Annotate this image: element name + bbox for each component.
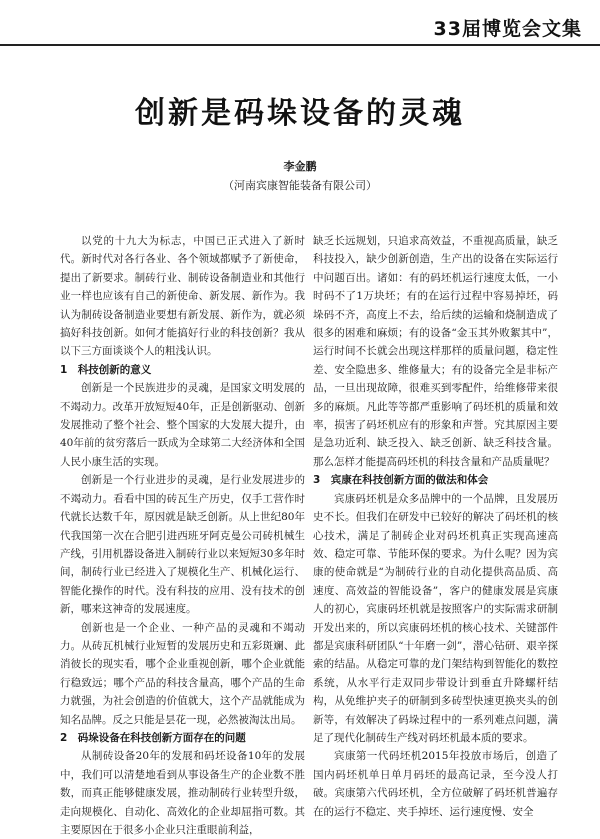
- paragraph: 宾康第一代码坯机2015年投放市场后，创造了国内码坯机单日单月码坯的最高记录，至今没人打破。宾康第六代码坯机，全方位破解了码坯机普遍存在的运行不稳定、夹手掉坯、运行速度慢、安全: [313, 750, 558, 818]
- article-title: 创新是码垛设备的灵魂: [135, 96, 465, 131]
- paragraph: 创新是一个行业进步的灵魂，是行业发展进步的不竭动力。看看中国的砖瓦生产历史，仅手工营作时代就长达数千年，原因就是缺乏创新。从上世纪80年代我国第一次在合肥引进西班牙阿克曼公司砖机械生产线，引用机器设备进入制砖行业以来短短30多年时间，制砖行业已经进入了规模化生产、机械化运行、智能化操作的时代。没有科技的应用、没有技术的创新，哪来这神奇的发展速度。: [60, 474, 305, 616]
- author-affiliation: （河南宾康智能装备有限公司）: [223, 179, 377, 192]
- running-header: [0, 0, 600, 50]
- section-heading-2: 2 码垛设备在科技创新方面存在的问题: [60, 731, 246, 744]
- header-divider: [0, 44, 600, 46]
- paragraph-intro: 以党的十九大为标志，中国已正式进入了新时代。新时代对各行各业、各个领域都赋予了新使命，提出了新要求。制砖行业、制砖设备制造业和其他行业一样也应该有自己的新使命、新发展、新作为。我认为制砖设备制造业要想有新发展、新作为，就必须搞好科技创新。如何才能搞好行业的科技创新？我从以下三方面谈谈个人的粗浅认识。: [60, 235, 305, 358]
- left-column: [60, 232, 305, 839]
- paragraph: 宾康码坯机是众多品牌中的一个品牌，且发展历史不长。但我们在研发中已较好的解决了码坯机的核心技术，满足了制砖企业对码坯机真正实现高速高效、稳定可靠、节能环保的要求。为什么呢？因为宾康的使命就是“为制砖行业的自动化提供高品质、高速度、高效益的智能设备”，客户的健康发展是宾康人的初心，宾康码坯机就是按照客户的实际需求研制开发出来的，所以宾康码坯机的核心技术、关键部件都是宾康科研团队“十年磨一剑”，潜心钻研、艰辛探索的结晶。从稳定可靠的龙门架结构到智能化的数控系统，从水平行走双同步带设计到垂直升降螺杆结构，从免维护夹子的研制到多砖型快速更换夹头的创新等，有效解决了码垛过程中的一系列难点问题，满足了现代化制砖生产线对码坯机最本质的要求。: [313, 492, 558, 744]
- paragraph-continued: 缺乏长远规划，只追求高效益，不重视高质量，缺乏科技投入，缺少创新创造，生产出的设备在实际运行中问题百出。诸如：有的码坯机运行速度太低，一小时码不了1万块坯；有的在运行过程中容易掉坯，码垛码不齐，高度上不去，给后续的运输和烧制造成了很多的困难和麻烦；有的设备“金玉其外败絮其中”，运行时间不长就会出现这样那样的质量问题，稳定性差、安全隐患多、维修量大；有的设备完全是非标产品，一旦出现故障，很难买到零配件，给维修带来很多的麻烦。凡此等等都严重影响了码坯机的质量和效率，损害了码坯机应有的形象和声誉。究其原因主要是急功近利、缺乏投入、缺乏创新、缺乏科技含量。那么怎样才能提高码坯机的科技含量和产品质量呢？: [313, 235, 558, 468]
- paragraph: 创新也是一个企业、一种产品的灵魂和不竭动力。从砖瓦机械行业短暂的发展历史和五彩斑斓、此消彼长的现实看，哪个企业重视创新，哪个企业就能行稳致远；哪个产品的科技含量高，哪个产品的生命力就强，为社会创造的价值就大，这个产品就能成为知名品牌。反之只能是昙花一现，必然被淘汰出局。: [60, 621, 305, 726]
- author-name: 李金鹏: [283, 160, 317, 173]
- section-heading-3: 3 宾康在科技创新方面的做法和体会: [313, 474, 489, 487]
- paragraph: 创新是一个民族进步的灵魂，是国家文明发展的不竭动力。改革开放短短40年，正是创新驱动、创新发展推动了整个社会、整个国家的大发展大提升，由40年前的贫穷落后一跃成为全球第二大经济体和全国人民小康生活的实现。: [60, 382, 305, 468]
- section-heading-1: 1 科技创新的意义: [60, 363, 152, 376]
- journal-title: 33届博览会文集: [433, 18, 582, 40]
- paragraph: 从制砖设备20年的发展和码坯设备10年的发展中，我们可以清楚地看到从事设备生产的企业数不胜数，而真正能够健康发展，推动制砖行业转型升级，走向规模化、自动化、高效化的企业却屈指可数。其主要原因在于很多小企业只注重眼前利益，: [60, 750, 305, 836]
- right-column: [313, 232, 558, 821]
